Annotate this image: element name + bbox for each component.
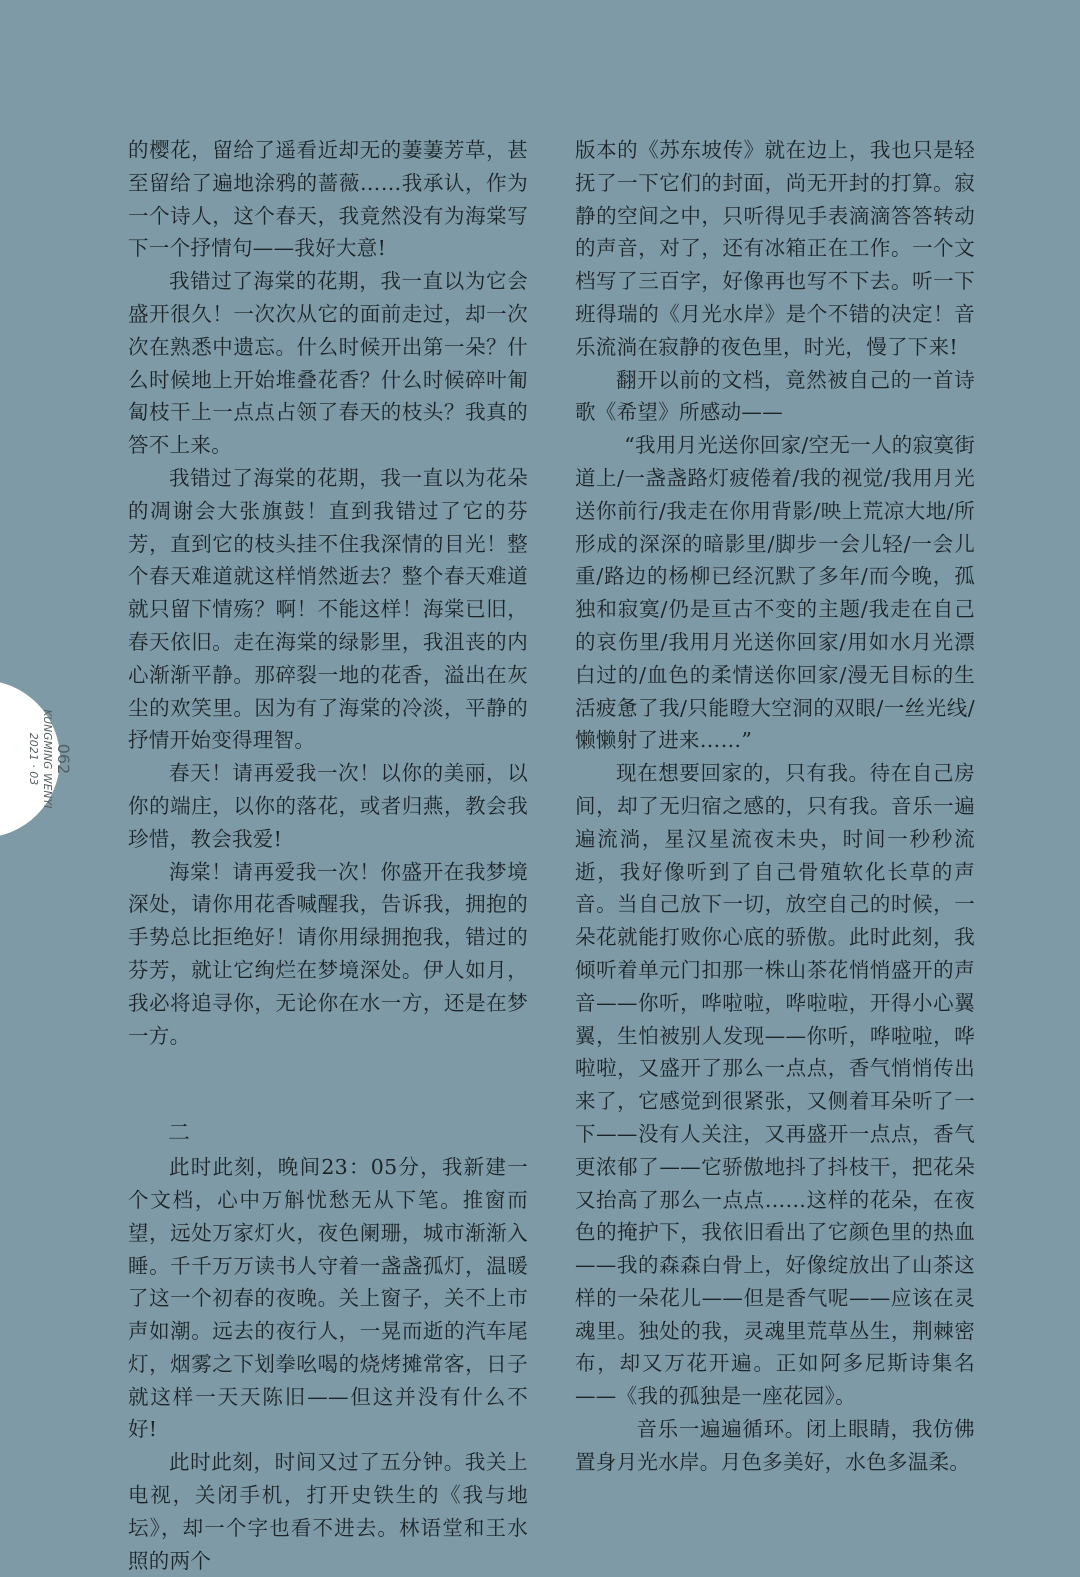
paragraph: 现在想要回家的，只有我。待在自己房间，却了无归宿之感的，只有我。音乐一遍遍流淌，星汉星流夜未央，时间一秒秒流逝，我好像听到了自己骨殖软化长草的声音。当自己放下一切，放空自己的时候，一朵花就能打败你心底的骄傲。此时此刻，我倾听着单元门扣那一株山茶花悄悄盛开的声音——你听，哗啦啦，哗啦啦，开得小心翼翼，生怕被别人发现——你听，哗啦啦，哗啦啦，又盛开了那么一点点，香气悄悄传出来了，它感觉到很紧张，又侧着耳朵听了一下——没有人关注，又再盛开一点点，香气更浓郁了——它骄傲地抖了抖枝干，把花朵又抬高了那么一点点……这样的花朵，在夜色的掩护下，我依旧看出了它颜色里的热血——我的森森白骨上，好像绽放出了山茶这样的一朵花儿——但是香气呢——应该在灵魂里。独处的我，灵魂里荒草丛生，荆棘密布，却又万花开遍。正如阿多尼斯诗集名——《我的孤独是一座花园》。: [575, 761, 975, 1409]
right-column: [575, 134, 975, 1479]
magazine-name: KUNGMING WENYI: [41, 709, 53, 809]
section-number: 二: [168, 1121, 191, 1147]
paragraph: 我错过了海棠的花期，我一直以为它会盛开很久！一次次从它的面前走过，却一次次在熟悉中遗忘。什么时候开出第一朵？什么时候地上开始堆叠花香？什么时候碎叶匍匐枝干上一点点占领了春天的枝头？我真的答不上来。: [128, 269, 528, 458]
folio: [8, 690, 72, 828]
paragraph: 音乐一遍遍循环。闭上眼睛，我仿佛置身月光水岸。月色多美好，水色多温柔。: [575, 1417, 975, 1474]
paragraph: 此时此刻，时间又过了五分钟。我关上电视，关闭手机，打开史铁生的《我与地坛》，却一个字也看不进去。林语堂和王水照的两个: [128, 1450, 528, 1573]
left-column: [128, 134, 528, 1577]
paragraph: 此时此刻，晚间23：05分，我新建一个文档，心中万斛忧愁无从下笔。推窗而望，远处万家灯火，夜色阑珊，城市渐渐入睡。千千万万读书人守着一盏盏孤灯，温暖了这一个初春的夜晚。关上窗子，关不上市声如潮。远去的夜行人，一晃而逝的汽车尾灯，烟雾之下划拳吆喝的烧烤摊常客，日子就这样一天天陈旧——但这并没有什么不好!: [128, 1155, 528, 1442]
paragraph: 春天！请再爱我一次！以你的美丽，以你的端庄，以你的落花，或者归燕，教会我珍惜，教会我爱!: [128, 761, 528, 851]
section-gap: [128, 1052, 528, 1118]
folio-text: [8, 690, 72, 828]
paragraph: 版本的《苏东坡传》就在边上，我也只是轻抚了一下它们的封面，尚无开封的打算。寂静的空间之中，只听得见手表滴滴答答转动的声音，对了，还有冰箱正在工作。一个文档写了三百字，好像再也写不下去。听一下班得瑞的《月光水岸》是个不错的决定！音乐流淌在寂静的夜色里，时光，慢了下来!: [575, 138, 975, 359]
paragraph: 的樱花，留给了遥看近却无的萋萋芳草，甚至留给了遍地涂鸦的蔷薇……我承认，作为一个诗人，这个春天，我竟然没有为海棠写下一个抒情句——我好大意!: [128, 138, 528, 261]
issue-date: 2021 · 03: [27, 732, 40, 786]
paragraph: 翻开以前的文档，竟然被自己的一首诗歌《希望》所感动——: [575, 367, 975, 425]
paragraph: 我错过了海棠的花期，我一直以为花朵的凋谢会大张旗鼓！直到我错过了它的芬芳，直到它的枝头挂不住我深情的目光！整个春天难道就这样悄然逝去？整个春天难道就只留下情殇？啊！不能这样！海棠已旧，春天依旧。走在海棠的绿影里，我沮丧的内心渐渐平静。那碎裂一地的花香，溢出在灰尘的欢笑里。因为有了海棠的冷淡，平静的抒情开始变得理智。: [128, 465, 528, 753]
poem-quote: “我用月光送你回家/空无一人的寂寞街道上/一盏盏路灯疲倦着/我的视觉/我用月光送你前行/我走在你用背影/映上荒凉大地/所形成的深深的暗影里/脚步一会儿轻/一会儿重/路边的杨柳已经沉默了多年/而今晚，孤独和寂寞/仍是亘古不变的主题/我走在自己的哀伤里/我用月光送你回家/用如水月光漂白过的/血色的柔情送你回家/漫无目标的生活疲惫了我/只能瞪大空洞的双眼/一丝光线/懒懒射了进来……”: [575, 433, 975, 753]
page-number: 062: [54, 743, 73, 775]
paragraph: 海棠！请再爱我一次！你盛开在我梦境深处，请你用花香喊醒我，告诉我，拥抱的手势总比拒绝好！请你用绿拥抱我，错过的芬芳，就让它绚烂在梦境深处。伊人如月，我必将追寻你，无论你在水一方，还是在梦一方。: [128, 859, 528, 1048]
